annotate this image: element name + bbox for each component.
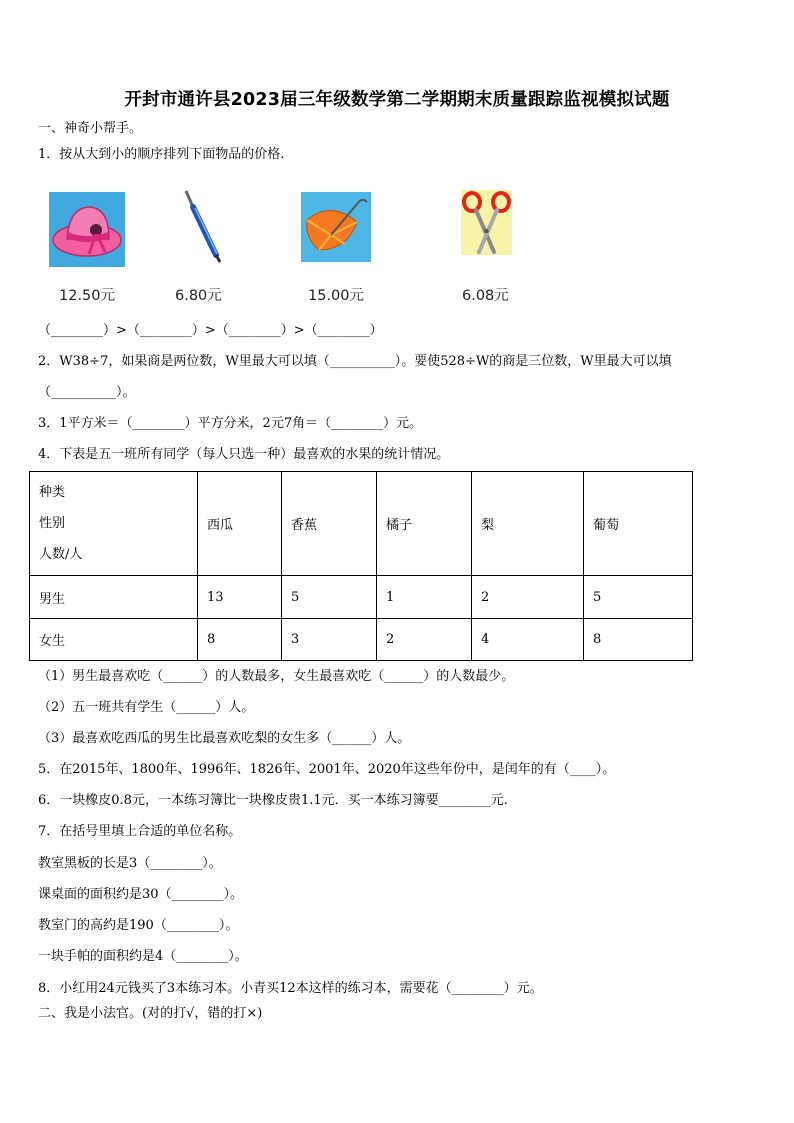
table-cell: 2 [472,576,584,619]
price-scissors: 6.08元 [462,288,509,304]
table-cell: 13 [198,576,282,619]
table-row [30,619,693,661]
price-umbrella: 15.00元 [308,288,365,304]
question-4-sub-3: （3）最喜欢吃西瓜的男生比最喜欢吃梨的女生多（______）人。 [38,731,411,746]
fruit-stat-table [29,471,693,661]
question-8: 8．小红用24元钱买了3本练习本。小青买12本这样的练习本，需要花（________）元。 [38,981,543,996]
question-2: 2．W38÷7，如果商是两位数，W里最大可以填（__________）。要使528÷W的商是三位数，W里最大可以填 [38,354,672,369]
question-6: 6．一块橡皮0.8元，一本练习簿比一块橡皮贵1.1元．买一本练习簿要________元. [38,793,508,808]
table-cell: 1 [377,576,472,619]
table-cell: 8 [198,619,282,661]
fruit-header: 橘子 [377,472,472,576]
fruit-header: 葡萄 [584,472,693,576]
pen-icon [180,189,226,264]
question-3: 3．1平方米＝（________）平方分米，2元7角＝（________）元。 [38,416,423,431]
question-4-sub-2: （2）五一班共有学生（______）人。 [38,700,255,715]
scissors-icon [461,190,512,255]
q1-answer-line: （________）>（________）>（________）>（________） [38,323,383,338]
table-cell: 4 [472,619,584,661]
question-7-item: 一块手帕的面积约是4（________）。 [38,949,248,964]
question-5: 5．在2015年、1800年、1996年、1826年、2001年、2020年这些年份中，是闰年的有（____）。 [38,762,616,777]
fruit-header: 梨 [472,472,584,576]
price-pen: 6.80元 [175,288,222,304]
question-7: 7．在括号里填上合适的单位名称。 [38,824,242,839]
question-4-sub-1: （1）男生最喜欢吃（______）的人数最多，女生最喜欢吃（______）的人数最少。 [38,669,515,684]
question-2-cont: （__________）。 [38,385,136,400]
table-cell: 8 [584,619,693,661]
question-4: 4．下表是五一班所有同学（每人只选一种）最喜欢的水果的统计情况。 [38,447,450,462]
table-header-row [30,472,693,576]
question-1: 1．按从大到小的顺序排列下面物品的价格. [38,147,285,162]
table-row [30,576,693,619]
header-gender-label: 性别 [39,516,66,531]
table-cell: 3 [282,619,377,661]
table-cell: 5 [282,576,377,619]
row-label: 女生 [30,619,198,661]
row-label: 男生 [30,576,198,619]
question-7-item: 教室黑板的长是3（________）。 [38,856,222,871]
question-7-item: 课桌面的面积约是30（________）。 [38,887,244,902]
umbrella-icon [301,192,371,262]
table-cell: 5 [584,576,693,619]
hat-icon [49,192,125,267]
price-hat: 12.50元 [59,288,116,304]
fruit-header: 香蕉 [282,472,377,576]
table-cell: 2 [377,619,472,661]
table-corner-header [30,472,198,576]
header-count-label: 人数/人 [39,547,83,562]
header-category-label: 种类 [39,485,66,500]
page-title: 开封市通许县2023届三年级数学第二学期期末质量跟踪监视模拟试题 [124,90,670,110]
fruit-header: 西瓜 [198,472,282,576]
section-2-heading: 二、我是小法官。(对的打√，错的打×) [38,1006,263,1021]
section-1-heading: 一、神奇小帮手。 [38,121,143,136]
question-7-item: 教室门的高约是190（________）。 [38,918,239,933]
